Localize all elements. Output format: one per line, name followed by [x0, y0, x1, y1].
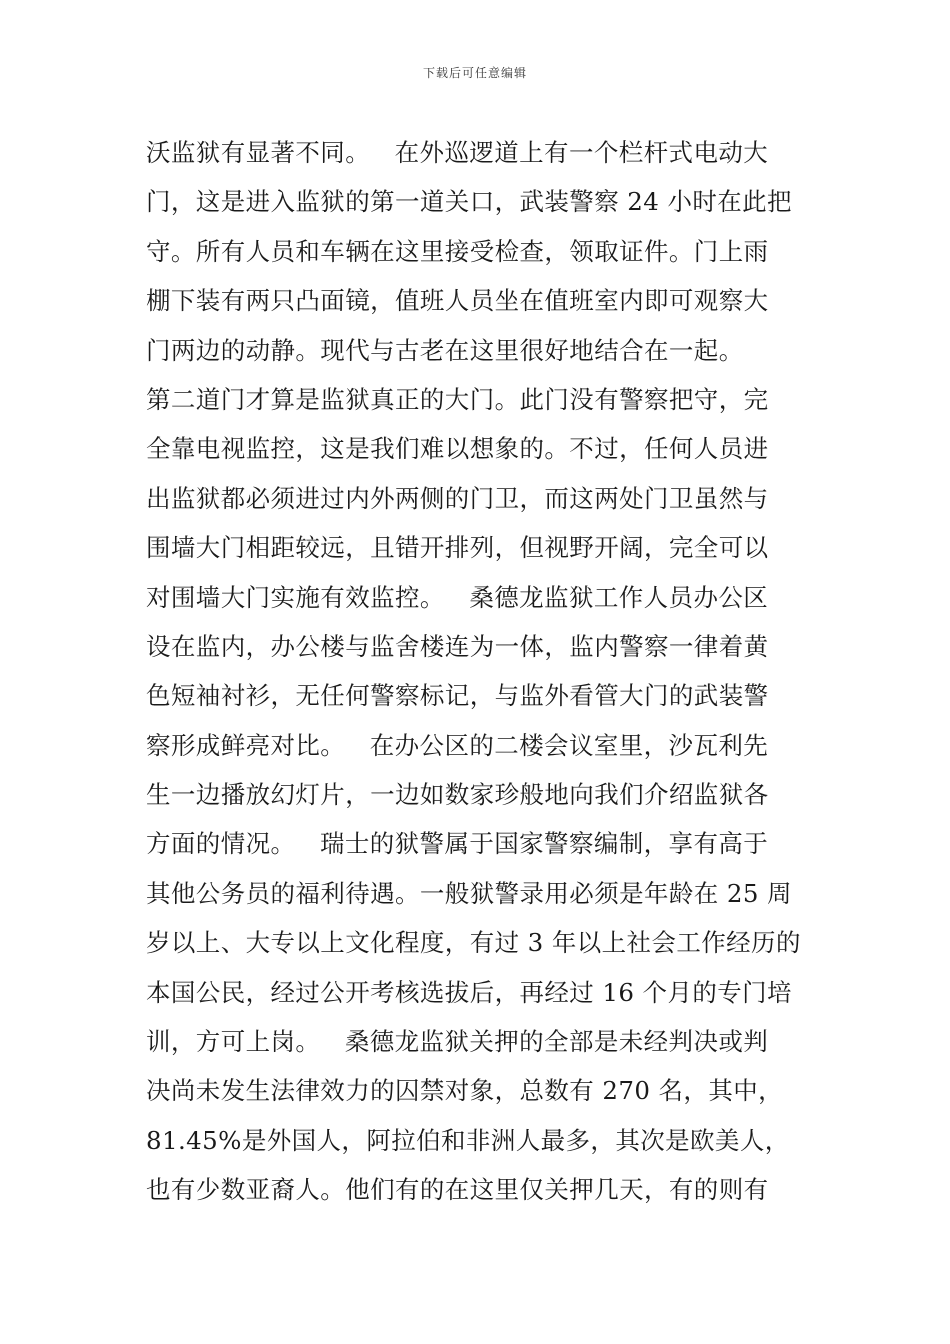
text-line: 察形成鲜亮对比。 在办公区的二楼会议室里，沙瓦利先 — [146, 730, 769, 760]
body-text — [146, 128, 826, 1215]
text-line: 也有少数亚裔人。他们有的在这里仅关押几天，有的则有 — [146, 1175, 769, 1205]
page-header: 下载后可任意编辑 — [422, 66, 527, 80]
text-line: 方面的情况。 瑞士的狱警属于国家警察编制，享有高于 — [146, 829, 769, 859]
text-line: 生一边播放幻灯片，一边如数家珍般地向我们介绍监狱各 — [146, 780, 769, 810]
text-line: 沃监狱有显著不同。 在外巡逻道上有一个栏杆式电动大 — [146, 138, 769, 167]
text-line: 对围墙大门实施有效监控。 桑德龙监狱工作人员办公区 — [146, 582, 769, 612]
text-line: 守。所有人员和车辆在这里接受检查，领取证件。门上雨 — [146, 236, 769, 266]
text-line: 训，方可上岗。 桑德龙监狱关押的全部是未经判决或判 — [146, 1027, 769, 1057]
text-line: 门，这是进入监狱的第一道关口，武装警察 24 小时在此把 — [146, 187, 792, 217]
text-line: 全靠电视监控，这是我们难以想象的。不过，任何人员进 — [146, 434, 769, 464]
text-line: 棚下装有两只凸面镜，值班人员坐在值班室内即可观察大 — [146, 286, 769, 316]
text-line: 设在监内，办公楼与监舍楼连为一体，监内警察一律着黄 — [146, 631, 769, 661]
text-line: 出监狱都必须进过内外两侧的门卫，而这两处门卫虽然与 — [146, 483, 769, 513]
text-line: 其他公务员的福利待遇。一般狱警录用必须是年龄在 25 周 — [146, 878, 792, 908]
text-line: 围墙大门相距较远，且错开排列，但视野开阔，完全可以 — [146, 533, 769, 563]
text-line: 81.45%是外国人，阿拉伯和非洲人最多，其次是欧美人， — [146, 1125, 790, 1155]
text-line: 第二道门才算是监狱真正的大门。此门没有警察把守，完 — [146, 384, 769, 414]
text-line: 岁以上、大专以上文化程度，有过 3 年以上社会工作经历的 — [146, 928, 801, 958]
text-line: 本国公民，经过公开考核选拔后，再经过 16 个月的专门培 — [146, 977, 792, 1007]
text-line: 色短袖衬衫，无任何警察标记，与监外看管大门的武装警 — [146, 681, 769, 711]
text-line: 决尚未发生法律效力的囚禁对象，总数有 270 名，其中， — [146, 1076, 784, 1106]
text-line: 门两边的动静。现代与古老在这里很好地结合在一起。 — [146, 335, 744, 365]
